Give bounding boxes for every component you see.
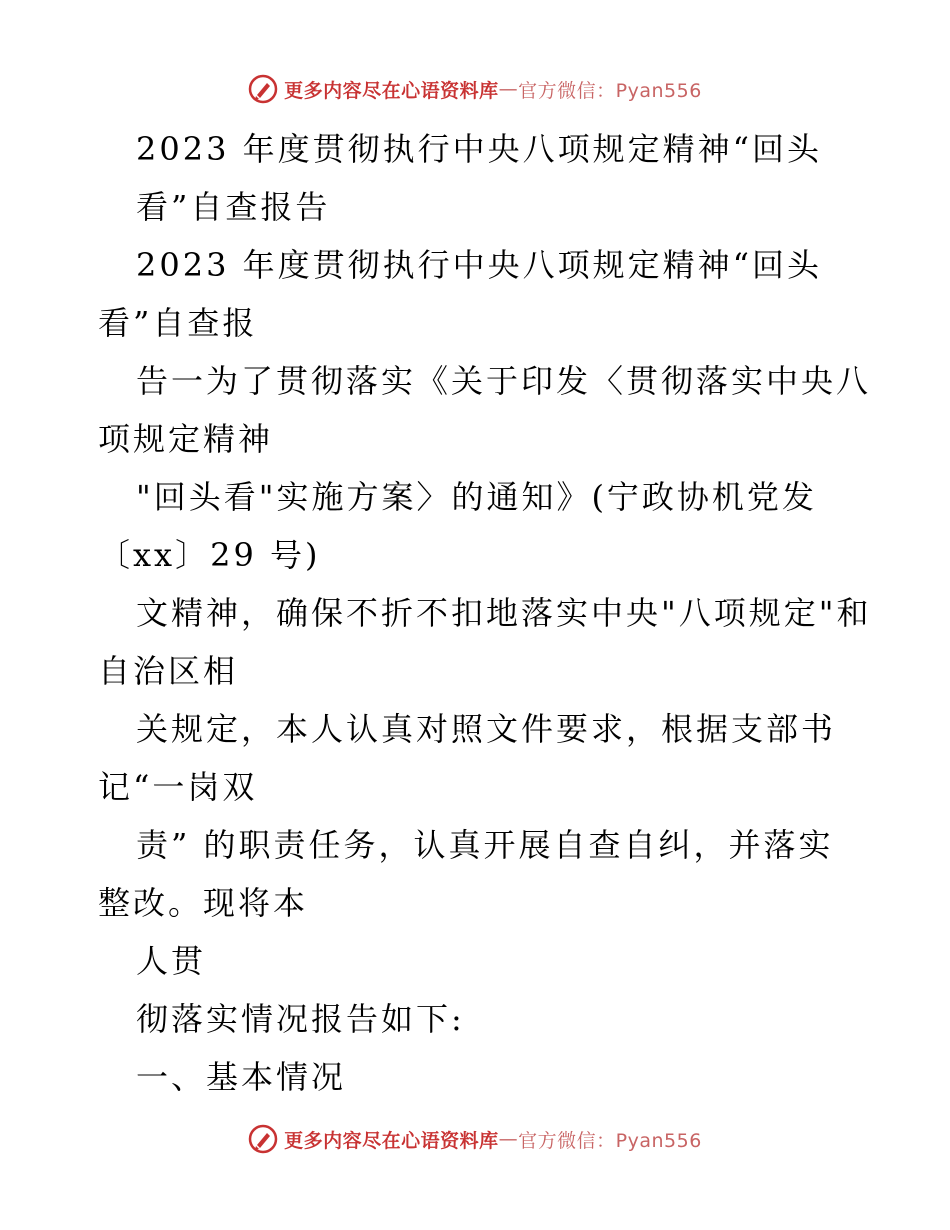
watermark-sub-text: 官方微信：Pyan556: [518, 1129, 702, 1152]
text-line: 2023 年度贯彻执行中央八项规定精神“回头: [136, 246, 822, 284]
text-line: 〔xx〕29 号): [98, 536, 321, 574]
text-line: 看”自查报告: [136, 188, 331, 226]
document-body: [98, 120, 872, 1106]
footer-watermark: [0, 1122, 950, 1156]
watermark-dash: —: [498, 78, 519, 100]
text-line: 一、基本情况: [136, 1058, 347, 1096]
text-line: 整改。现将本: [98, 884, 309, 922]
watermark-main-text: 更多内容尽在心语资料库: [284, 1129, 499, 1152]
text-line: 记“一岗双: [98, 768, 258, 806]
text-line: 责” 的职责任务，认真开展自查自纠，并落实: [136, 826, 834, 864]
watermark-sub-text: 官方微信：Pyan556: [518, 79, 702, 102]
text-line: 看”自查报: [98, 304, 258, 342]
text-line: 告一为了贯彻落实《关于印发〈贯彻落实中央八: [136, 362, 872, 400]
watermark-dash: —: [498, 1128, 519, 1150]
text-line: 关规定，本人认真对照文件要求，根据支部书: [136, 710, 837, 748]
text-line: 项规定精神: [98, 420, 274, 458]
text-line: 人贯: [136, 942, 207, 980]
text-line: 2023 年度贯彻执行中央八项规定精神“回头: [136, 130, 822, 168]
watermark-main-text: 更多内容尽在心语资料库: [284, 79, 499, 102]
pen-logo-icon: [248, 1124, 278, 1154]
text-line: 彻落实情况报告如下:: [136, 1000, 465, 1038]
text-line: "回头看"实施方案〉的通知》(宁政协机党发: [136, 478, 817, 516]
header-watermark: [0, 72, 950, 106]
text-line: 自治区相: [98, 652, 239, 690]
text-line: 文精神，确保不折不扣地落实中央"八项规定"和: [136, 594, 872, 632]
pen-logo-icon: [248, 74, 278, 104]
